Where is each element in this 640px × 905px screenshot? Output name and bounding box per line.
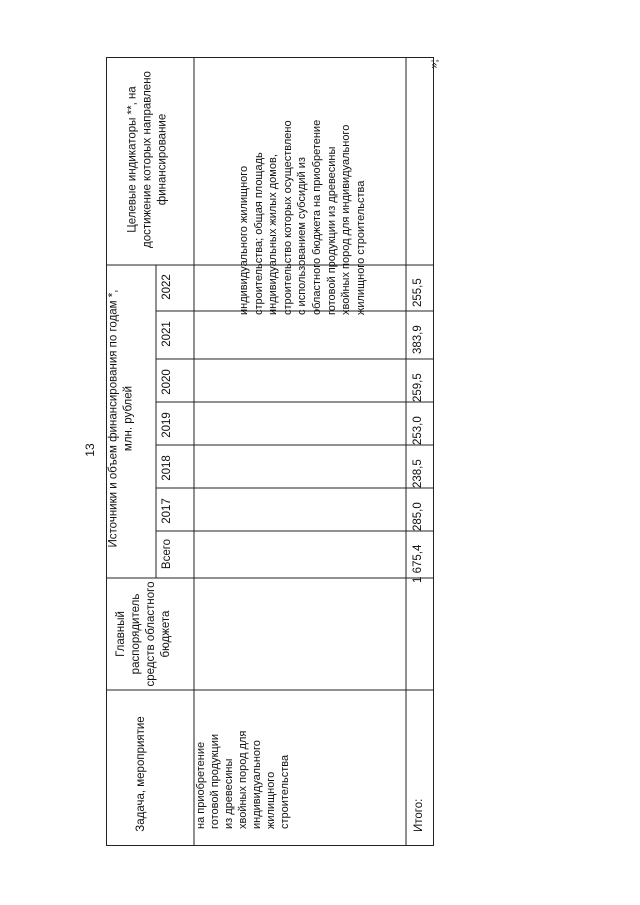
year-2020: 2020: [161, 369, 173, 395]
header-indicators: Целевые индикаторы **, на достижение которых направлено финансирование: [126, 71, 169, 248]
total-value: 238,5: [412, 459, 424, 488]
total-value: 259,5: [412, 373, 424, 402]
header-task: Задача, мероприятие: [135, 716, 147, 832]
year-2019: 2019: [161, 412, 173, 438]
year-2022: 2022: [161, 274, 173, 300]
footnote-mark: »;: [428, 59, 441, 69]
total-value: 383,9: [412, 325, 424, 354]
page-number: 13: [83, 443, 97, 457]
row-indicator: индивидуального жилищного строительства; общая площадь индивидуальных жилых домов, строительство которых осуществлено с использованием субсидий из областного бюджета на приобретение готовой продукции из древесины хвойных пород для индивидуального жилищного строительства: [238, 119, 367, 315]
year-total: Всего: [161, 538, 173, 570]
total-label: Итого:: [413, 798, 425, 832]
funding-table: [106, 57, 434, 846]
total-value: 255,5: [412, 278, 424, 307]
header-funding: Источники и объем финансирования по годам *, млн. рублей: [107, 289, 135, 548]
total-value: 1 675,4: [412, 544, 424, 583]
total-value: 253,0: [412, 416, 424, 445]
total-value: 285,0: [412, 502, 424, 531]
row-task: на приобретение готовой продукции из древесины хвойных пород для индивидуального жилищного строительства: [195, 730, 291, 829]
year-2021: 2021: [161, 321, 173, 347]
year-2018: 2018: [161, 455, 173, 481]
header-distributor: Главный распорядитель средств областного бюджета: [115, 581, 172, 687]
year-2017: 2017: [161, 498, 173, 524]
